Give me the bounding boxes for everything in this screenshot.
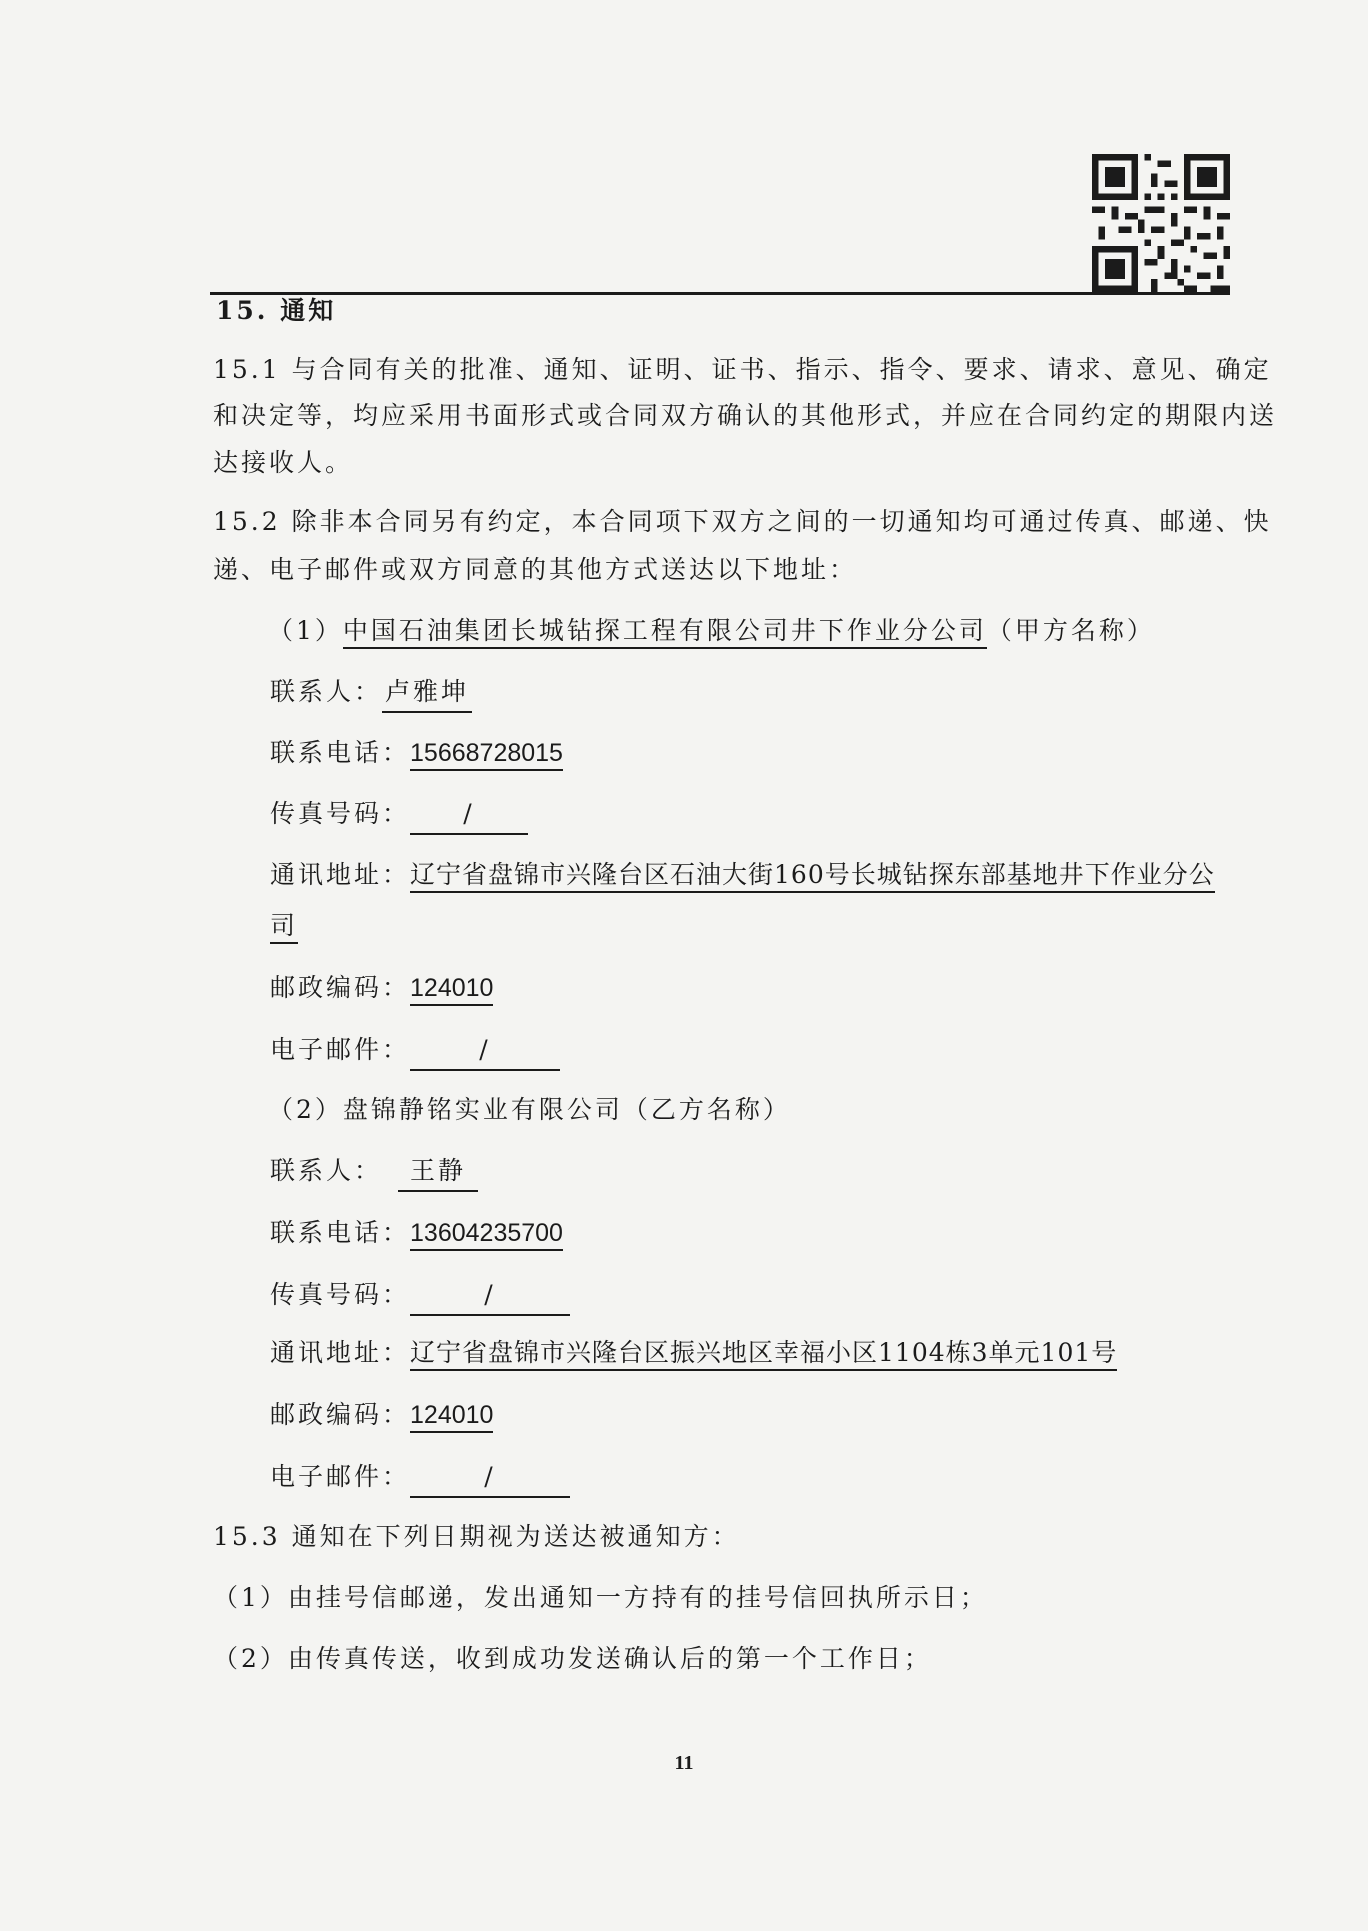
party-a-postcode-line [270, 971, 493, 1005]
party-b-phone-line [270, 1216, 563, 1250]
party-b-contact: 王静 [398, 1154, 478, 1192]
party-b-postcode-label: 邮政编码： [270, 1400, 411, 1429]
party-a-name: 中国石油集团长城钻探工程有限公司井下作业分公司 [343, 616, 987, 649]
party-a-address: 辽宁省盘锦市兴隆台区石油大街160号长城钻探东部基地井下作业分公 [410, 860, 1215, 893]
paragraph-15-3-item-1: （1）由挂号信邮递，发出通知一方持有的挂号信回执所示日； [213, 1583, 988, 1612]
paragraph-15-3: 15.3 通知在下列日期视为送达被通知方： [213, 1522, 740, 1551]
qr-code-icon [1092, 154, 1230, 292]
party-a-address-label: 通讯地址： [270, 860, 411, 889]
party-b-email-line [270, 1460, 570, 1498]
party-a-phone-line [270, 736, 563, 770]
party-b-email: / [410, 1460, 570, 1498]
party-b-contact-line [270, 1154, 478, 1192]
party-b-prefix: （2） [268, 1095, 343, 1124]
party-b-fax-label: 传真号码： [270, 1280, 411, 1309]
party-a-fax-label: 传真号码： [270, 799, 411, 828]
party-a-name-line [268, 614, 1155, 648]
party-a-postcode-label: 邮政编码： [270, 973, 411, 1002]
party-a-phone: 15668728015 [410, 739, 563, 771]
party-a-fax: / [410, 797, 528, 835]
party-a-contact-label: 联系人： [270, 677, 383, 706]
party-b-address-label: 通讯地址： [270, 1338, 411, 1367]
party-b-phone-label: 联系电话： [270, 1218, 411, 1247]
party-a-email: / [410, 1033, 560, 1071]
paragraph-15-1-line-1: 15.1 与合同有关的批准、通知、证明、证书、指示、指令、要求、请求、意见、确定 [213, 355, 1272, 384]
paragraph-15-2-line-2: 递、电子邮件或双方同意的其他方式送达以下地址： [213, 555, 858, 584]
paragraph-15-3-item-2: （2）由传真传送，收到成功发送确认后的第一个工作日； [213, 1644, 932, 1673]
party-b-contact-label: 联系人： [270, 1156, 383, 1185]
paragraph-15-1-line-2: 和决定等，均应采用书面形式或合同双方确认的其他形式，并应在合同约定的期限内送 [213, 401, 1278, 430]
party-a-contact-line [270, 675, 472, 713]
party-a-address-cont [270, 909, 298, 943]
party-b-fax-line [270, 1278, 570, 1316]
party-a-address-line [270, 858, 1215, 892]
page-number: 11 [674, 1752, 694, 1774]
party-a-fax-line [270, 797, 528, 835]
party-b-postcode-line [270, 1398, 493, 1432]
party-b-phone: 13604235700 [410, 1219, 563, 1251]
party-b-address: 辽宁省盘锦市兴隆台区振兴地区幸福小区1104栋3单元101号 [410, 1338, 1117, 1371]
party-a-postcode: 124010 [410, 974, 493, 1006]
party-a-name-suffix: （甲方名称） [986, 616, 1155, 645]
paragraph-15-1-line-3: 达接收人。 [213, 448, 354, 477]
party-b-fax: / [410, 1278, 570, 1316]
party-b-address-line [270, 1336, 1117, 1370]
party-a-email-label: 电子邮件： [270, 1035, 411, 1064]
party-a-email-line [270, 1033, 560, 1071]
paragraph-15-2-line-1: 15.2 除非本合同另有约定，本合同项下双方之间的一切通知均可通过传真、邮递、快 [213, 507, 1272, 536]
party-a-contact: 卢雅坤 [382, 675, 472, 713]
section-title: 15. 通知 [216, 296, 337, 325]
party-b-email-label: 电子邮件： [270, 1462, 411, 1491]
party-b-name: 盘锦静铭实业有限公司 [342, 1095, 623, 1124]
party-a-phone-label: 联系电话： [270, 738, 411, 767]
party-a-address-line-2: 司 [270, 911, 298, 944]
party-a-prefix: （1） [268, 616, 343, 645]
party-b-name-line [268, 1093, 791, 1127]
party-b-postcode: 124010 [410, 1401, 493, 1433]
party-b-name-suffix: （乙方名称） [622, 1095, 791, 1124]
header-rule [210, 292, 1230, 295]
